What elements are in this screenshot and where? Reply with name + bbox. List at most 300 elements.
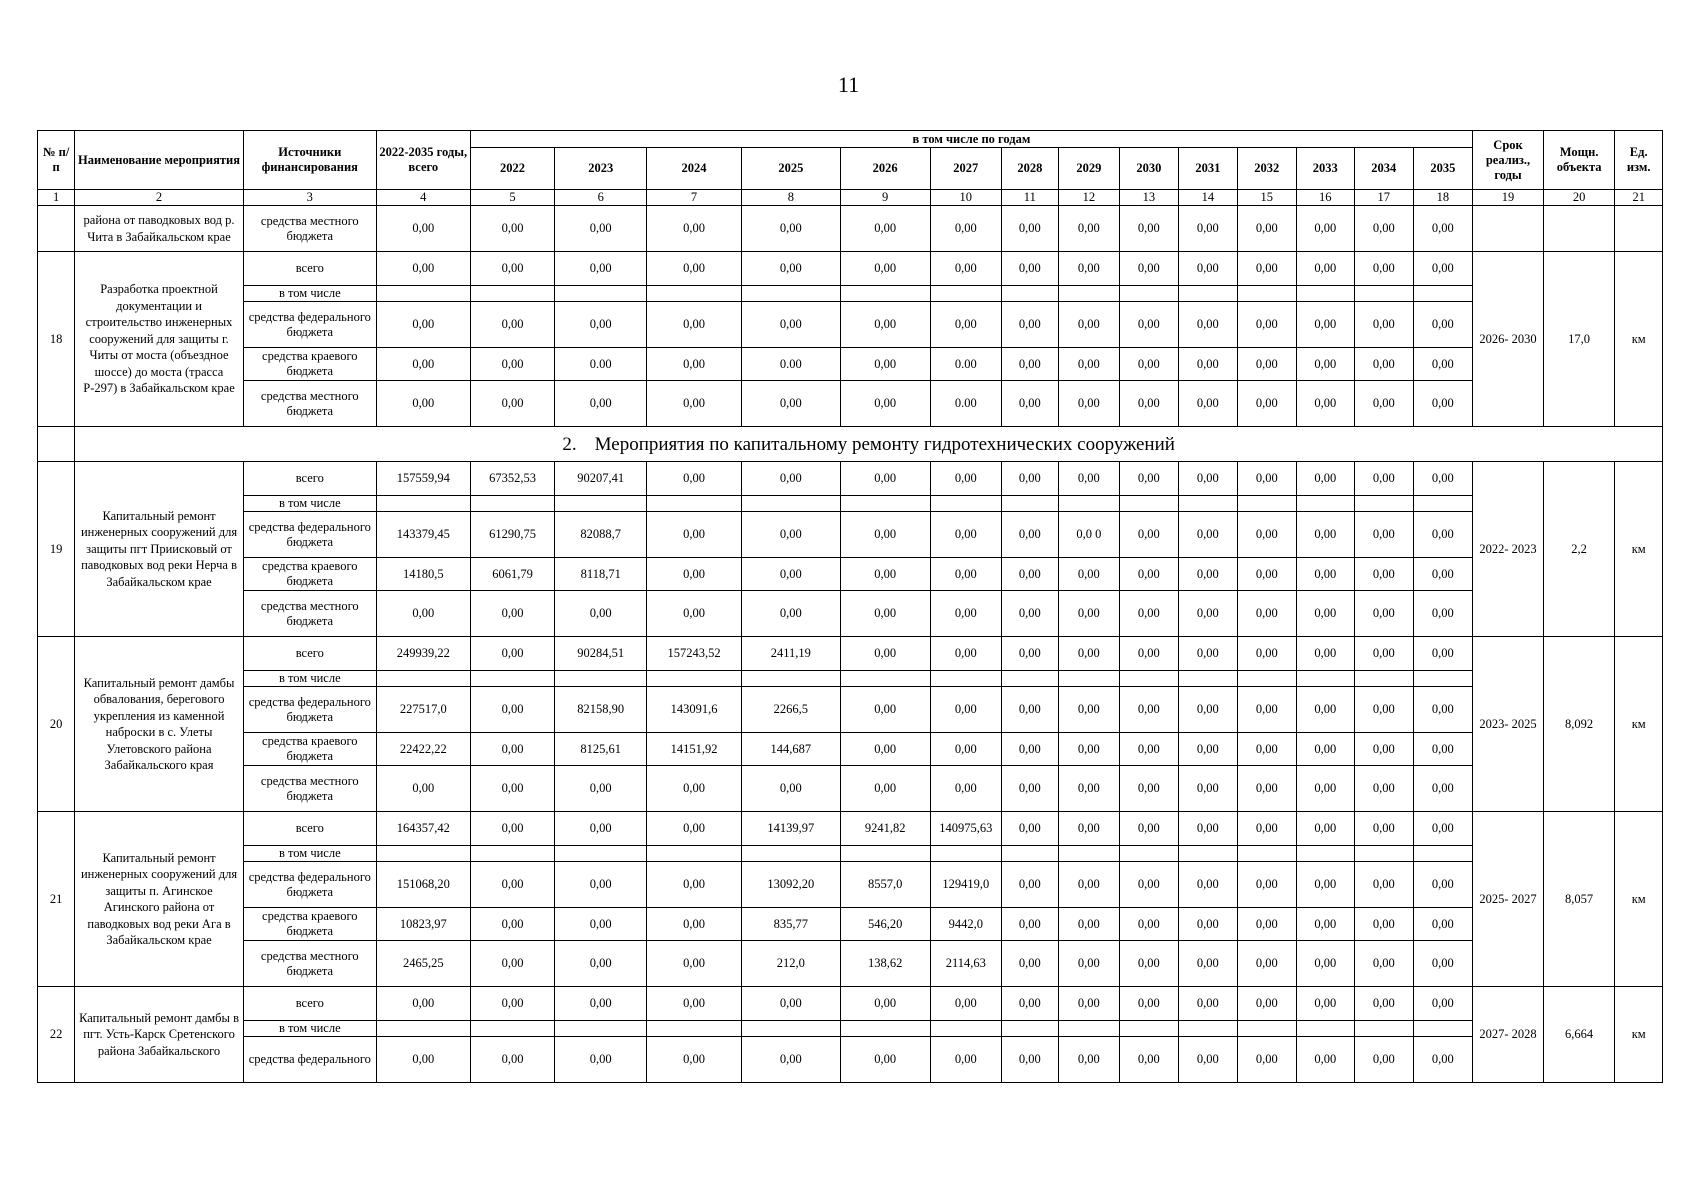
amount-cell: 0,00 xyxy=(1178,987,1238,1021)
amount-cell: 0,00 xyxy=(1002,462,1058,496)
amount-cell: 90207,41 xyxy=(555,462,647,496)
item-name: Капитальный ремонт дамбы в пгт. Усть-Карск Сретенского района Забайкальского xyxy=(75,987,243,1083)
amount-cell: 0,00 xyxy=(1355,302,1413,348)
amount-cell xyxy=(741,286,840,302)
amount-cell: 0,00 xyxy=(1178,687,1238,733)
header-year: 2027 xyxy=(930,148,1002,190)
amount-cell: 0,00 xyxy=(1355,558,1413,591)
item-name: Капитальный ремонт инженерных сооружений для защиты пгт Приисковый от паводковых вод реки Нерча в Забайкальском крае xyxy=(75,462,243,637)
table-row xyxy=(38,766,1663,812)
amount-cell: 0,00 xyxy=(470,733,555,766)
amount-cell: 0,00 xyxy=(1355,862,1413,908)
amount-cell: 0,00 xyxy=(470,941,555,987)
capacity-cell: 17,0 xyxy=(1543,252,1615,427)
amount-cell: 0,00 xyxy=(741,591,840,637)
header-term: Срок реализ., годы xyxy=(1473,131,1544,190)
amount-cell: 0,00 xyxy=(741,302,840,348)
amount-cell: 0,00 xyxy=(647,812,742,846)
column-number: 19 xyxy=(1473,190,1544,206)
funding-source: средства краевого бюджета xyxy=(243,733,376,766)
amount-cell xyxy=(840,1021,930,1037)
amount-cell: 14151,92 xyxy=(647,733,742,766)
header-unit: Ед. изм. xyxy=(1615,131,1663,190)
amount-cell xyxy=(1238,286,1296,302)
amount-cell: 0,00 xyxy=(1178,381,1238,427)
amount-cell: 0,00 xyxy=(1296,812,1354,846)
amount-cell: 0,00 xyxy=(647,302,742,348)
header-num: № п/ п xyxy=(38,131,75,190)
amount-cell: 0,00 xyxy=(1120,766,1178,812)
amount-cell: 0,00 xyxy=(1002,206,1058,252)
amount-cell: 0,00 xyxy=(647,462,742,496)
amount-cell: 0,00 xyxy=(555,591,647,637)
table-row xyxy=(38,846,1663,862)
amount-cell: 0,00 xyxy=(741,558,840,591)
amount-cell: 212,0 xyxy=(741,941,840,987)
column-number: 2 xyxy=(75,190,243,206)
term-cell: 2026- 2030 xyxy=(1473,252,1544,427)
amount-cell: 0,00 xyxy=(1238,348,1296,381)
amount-cell: 0,00 xyxy=(1413,733,1473,766)
amount-cell: 0,00 xyxy=(1355,637,1413,671)
amount-cell: 0,00 xyxy=(647,862,742,908)
amount-cell: 0,00 xyxy=(1355,766,1413,812)
amount-cell: 9241,82 xyxy=(840,812,930,846)
amount-cell: 0,00 xyxy=(1296,687,1354,733)
amount-cell: 0,00 xyxy=(1355,908,1413,941)
amount-cell: 6061,79 xyxy=(470,558,555,591)
amount-cell: 0,00 xyxy=(555,812,647,846)
amount-cell: 82088,7 xyxy=(555,512,647,558)
amount-cell: 0,00 xyxy=(1120,987,1178,1021)
amount-cell: 138,62 xyxy=(840,941,930,987)
amount-cell: 8125,61 xyxy=(555,733,647,766)
item-num xyxy=(38,206,75,252)
term-cell: 2022- 2023 xyxy=(1473,462,1544,637)
table-row xyxy=(38,252,1663,286)
amount-cell: 8118,71 xyxy=(555,558,647,591)
amount-cell: 0,00 xyxy=(930,512,1002,558)
amount-cell: 0.00 xyxy=(930,381,1002,427)
amount-cell: 0,00 xyxy=(1178,348,1238,381)
table-row xyxy=(38,1037,1663,1083)
amount-cell: 0,00 xyxy=(1296,987,1354,1021)
item-name: Разработка проектной документации и строительство инженерных сооружений для защиты г. Читы от моста (объездное шоссе) до моста (трасса Р-297) в Забайкальском крае xyxy=(75,252,243,427)
amount-cell: 0,00 xyxy=(470,591,555,637)
amount-cell: 0,00 xyxy=(1296,766,1354,812)
amount-cell: 0,00 xyxy=(1238,812,1296,846)
amount-cell: 164357,42 xyxy=(376,812,470,846)
amount-cell: 0,00 xyxy=(1178,1037,1238,1083)
item-num: 20 xyxy=(38,637,75,812)
amount-cell: 0,00 xyxy=(1058,206,1120,252)
header-year: 2024 xyxy=(647,148,742,190)
table-row xyxy=(38,862,1663,908)
amount-cell xyxy=(1178,496,1238,512)
amount-cell xyxy=(1178,671,1238,687)
amount-cell: 0,00 xyxy=(647,1037,742,1083)
amount-cell: 0,00 xyxy=(930,1037,1002,1083)
amount-cell xyxy=(1296,496,1354,512)
amount-cell xyxy=(555,1021,647,1037)
amount-cell xyxy=(1296,846,1354,862)
table-row xyxy=(38,462,1663,496)
amount-cell: 0,00 xyxy=(647,941,742,987)
amount-cell xyxy=(647,286,742,302)
amount-cell: 2266,5 xyxy=(741,687,840,733)
amount-cell: 0,00 xyxy=(1413,348,1473,381)
funding-source: в том числе xyxy=(243,846,376,862)
amount-cell: 22422,22 xyxy=(376,733,470,766)
header-by-years: в том числе по годам xyxy=(470,131,1473,148)
amount-cell: 0,00 xyxy=(1178,766,1238,812)
amount-cell xyxy=(840,671,930,687)
amount-cell: 0,00 xyxy=(1238,908,1296,941)
amount-cell: 157243,52 xyxy=(647,637,742,671)
funding-source: средства федерального бюджета xyxy=(243,512,376,558)
amount-cell: 0,00 xyxy=(1058,348,1120,381)
table-row xyxy=(38,512,1663,558)
amount-cell xyxy=(647,846,742,862)
amount-cell: 0,00 xyxy=(1178,733,1238,766)
amount-cell: 0,00 xyxy=(470,381,555,427)
amount-cell: 0,00 xyxy=(555,1037,647,1083)
amount-cell: 0,00 xyxy=(1238,766,1296,812)
amount-cell: 0,00 xyxy=(647,348,742,381)
amount-cell xyxy=(1058,286,1120,302)
amount-cell xyxy=(1238,671,1296,687)
amount-cell: 0,00 xyxy=(1355,733,1413,766)
amount-cell: 0,00 xyxy=(1296,941,1354,987)
amount-cell: 0,00 xyxy=(1238,512,1296,558)
amount-cell xyxy=(1413,496,1473,512)
amount-cell: 0,00 xyxy=(555,302,647,348)
amount-cell: 0,00 xyxy=(1296,558,1354,591)
funding-source: средства федерального бюджета xyxy=(243,687,376,733)
amount-cell: 0,00 xyxy=(470,862,555,908)
amount-cell: 0,00 xyxy=(376,348,470,381)
amount-cell xyxy=(376,496,470,512)
header-year: 2029 xyxy=(1058,148,1120,190)
unit-cell xyxy=(1615,206,1663,252)
amount-cell: 0,00 xyxy=(470,908,555,941)
funding-source: средства федерального бюджета xyxy=(243,862,376,908)
amount-cell: 0,00 xyxy=(470,812,555,846)
amount-cell xyxy=(647,1021,742,1037)
amount-cell: 0,00 xyxy=(1355,462,1413,496)
amount-cell xyxy=(930,286,1002,302)
column-number: 14 xyxy=(1178,190,1238,206)
amount-cell xyxy=(1002,496,1058,512)
amount-cell: 0,00 xyxy=(1120,381,1178,427)
section-number: 2. xyxy=(562,433,577,455)
amount-cell: 0,00 xyxy=(470,687,555,733)
item-num: 21 xyxy=(38,812,75,987)
amount-cell: 13092,20 xyxy=(741,862,840,908)
funding-table xyxy=(37,130,1663,1083)
section-title-text: Мероприятия по капитальному ремонту гидротехнических сооружений xyxy=(594,433,1175,455)
amount-cell: 0,00 xyxy=(1296,908,1354,941)
amount-cell xyxy=(376,286,470,302)
amount-cell: 0,00 xyxy=(1238,252,1296,286)
amount-cell xyxy=(741,1021,840,1037)
amount-cell: 0,00 xyxy=(1238,1037,1296,1083)
header-year: 2035 xyxy=(1413,148,1473,190)
amount-cell: 0,00 xyxy=(1120,591,1178,637)
amount-cell xyxy=(470,286,555,302)
amount-cell: 151068,20 xyxy=(376,862,470,908)
amount-cell: 140975,63 xyxy=(930,812,1002,846)
amount-cell: 0,00 xyxy=(1413,302,1473,348)
amount-cell: 0,00 xyxy=(1413,591,1473,637)
funding-source: в том числе xyxy=(243,1021,376,1037)
item-name: района от паводковых вод р. Чита в Забайкальском крае xyxy=(75,206,243,252)
amount-cell: 0,00 xyxy=(1355,206,1413,252)
column-number: 4 xyxy=(376,190,470,206)
amount-cell xyxy=(376,671,470,687)
amount-cell xyxy=(1002,671,1058,687)
amount-cell: 0,00 xyxy=(1058,766,1120,812)
amount-cell: 0,00 xyxy=(1178,512,1238,558)
amount-cell: 0,00 xyxy=(1178,591,1238,637)
amount-cell: 2114,63 xyxy=(930,941,1002,987)
amount-cell: 0,00 xyxy=(1355,381,1413,427)
amount-cell: 0,00 xyxy=(1413,987,1473,1021)
amount-cell: 0,00 xyxy=(1002,687,1058,733)
amount-cell: 0,00 xyxy=(1002,512,1058,558)
amount-cell: 0.00 xyxy=(555,348,647,381)
amount-cell: 0.00 xyxy=(741,348,840,381)
amount-cell: 0,00 xyxy=(1002,812,1058,846)
column-number: 6 xyxy=(555,190,647,206)
amount-cell: 9442,0 xyxy=(930,908,1002,941)
amount-cell: 82158,90 xyxy=(555,687,647,733)
amount-cell: 0,00 xyxy=(930,591,1002,637)
term-cell: 2027- 2028 xyxy=(1473,987,1544,1083)
amount-cell xyxy=(470,496,555,512)
amount-cell: 0,00 xyxy=(840,1037,930,1083)
funding-source: средства местного бюджета xyxy=(243,591,376,637)
amount-cell: 0,00 xyxy=(376,252,470,286)
amount-cell: 0,00 xyxy=(1058,558,1120,591)
amount-cell xyxy=(840,286,930,302)
amount-cell: 0,00 xyxy=(1178,558,1238,591)
amount-cell xyxy=(1178,1021,1238,1037)
funding-source: средства федерального бюджета xyxy=(243,302,376,348)
amount-cell: 0,00 xyxy=(555,862,647,908)
amount-cell: 0,00 xyxy=(1120,908,1178,941)
amount-cell xyxy=(1296,286,1354,302)
amount-cell: 0,00 xyxy=(647,206,742,252)
amount-cell: 0,00 xyxy=(647,512,742,558)
amount-cell xyxy=(930,1021,1002,1037)
amount-cell xyxy=(1238,846,1296,862)
funding-source: средства краевого бюджета xyxy=(243,348,376,381)
funding-source: в том числе xyxy=(243,286,376,302)
funding-source: всего xyxy=(243,987,376,1021)
amount-cell: 0,00 xyxy=(1355,941,1413,987)
amount-cell: 0,00 xyxy=(1120,733,1178,766)
header-year: 2022 xyxy=(470,148,555,190)
amount-cell: 0,00 xyxy=(840,591,930,637)
amount-cell: 0,00 xyxy=(1002,637,1058,671)
amount-cell: 0,00 xyxy=(741,987,840,1021)
amount-cell: 0,00 xyxy=(1058,733,1120,766)
amount-cell: 0,00 xyxy=(1238,637,1296,671)
amount-cell: 0,00 xyxy=(647,766,742,812)
amount-cell: 0,00 xyxy=(1296,381,1354,427)
amount-cell xyxy=(470,671,555,687)
amount-cell: 0,00 xyxy=(1120,512,1178,558)
amount-cell xyxy=(1238,496,1296,512)
amount-cell: 0,00 xyxy=(470,637,555,671)
amount-cell: 0,00 xyxy=(647,987,742,1021)
amount-cell: 0,00 xyxy=(840,558,930,591)
column-number: 10 xyxy=(930,190,1002,206)
amount-cell xyxy=(1413,286,1473,302)
amount-cell: 0,00 xyxy=(1002,302,1058,348)
amount-cell: 0,00 xyxy=(1120,206,1178,252)
table-row xyxy=(38,687,1663,733)
amount-cell: 0,00 xyxy=(1058,637,1120,671)
amount-cell: 0,00 xyxy=(1120,637,1178,671)
header-year: 2026 xyxy=(840,148,930,190)
amount-cell: 0,00 xyxy=(376,206,470,252)
amount-cell: 0,00 xyxy=(1413,941,1473,987)
column-number: 11 xyxy=(1002,190,1058,206)
table-row xyxy=(38,908,1663,941)
amount-cell: 0,00 xyxy=(376,1037,470,1083)
amount-cell: 0,00 xyxy=(1296,302,1354,348)
amount-cell: 0,00 xyxy=(840,206,930,252)
capacity-cell: 8,092 xyxy=(1543,637,1615,812)
amount-cell: 67352,53 xyxy=(470,462,555,496)
amount-cell xyxy=(741,846,840,862)
amount-cell: 14180,5 xyxy=(376,558,470,591)
item-num: 19 xyxy=(38,462,75,637)
amount-cell xyxy=(930,846,1002,862)
term-cell: 2023- 2025 xyxy=(1473,637,1544,812)
amount-cell xyxy=(1058,1021,1120,1037)
table-row xyxy=(38,987,1663,1021)
amount-cell xyxy=(1120,496,1178,512)
header-year: 2028 xyxy=(1002,148,1058,190)
funding-source: средства местного бюджета xyxy=(243,381,376,427)
amount-cell: 0,00 xyxy=(1120,252,1178,286)
amount-cell: 0,00 xyxy=(840,687,930,733)
funding-source: средства краевого бюджета xyxy=(243,558,376,591)
amount-cell: 0,00 xyxy=(1296,462,1354,496)
amount-cell: 546,20 xyxy=(840,908,930,941)
amount-cell: 0,00 xyxy=(555,206,647,252)
amount-cell: 0,00 xyxy=(1178,206,1238,252)
amount-cell: 0,00 xyxy=(1002,733,1058,766)
item-num: 18 xyxy=(38,252,75,427)
amount-cell: 0,00 xyxy=(1413,687,1473,733)
table-row xyxy=(38,637,1663,671)
amount-cell: 2411,19 xyxy=(741,637,840,671)
column-number: 3 xyxy=(243,190,376,206)
amount-cell: 0,00 xyxy=(1238,862,1296,908)
amount-cell: 0,00 xyxy=(930,302,1002,348)
amount-cell: 0,00 xyxy=(1178,812,1238,846)
amount-cell: 0,00 xyxy=(1296,862,1354,908)
amount-cell: 0,00 xyxy=(741,512,840,558)
item-name: Капитальный ремонт дамбы обвалования, берегового укрепления из каменной наброски в с. Улеты Улетовского района Забайкальского края xyxy=(75,637,243,812)
unit-cell: км xyxy=(1615,637,1663,812)
header-total: 2022-2035 годы, всего xyxy=(376,131,470,190)
amount-cell: 0,00 xyxy=(1002,591,1058,637)
amount-cell: 0,00 xyxy=(1002,252,1058,286)
amount-cell: 0,00 xyxy=(555,381,647,427)
amount-cell: 0,00 xyxy=(1413,862,1473,908)
amount-cell xyxy=(840,846,930,862)
amount-cell xyxy=(1178,286,1238,302)
amount-cell: 0,00 xyxy=(1120,558,1178,591)
column-number: 12 xyxy=(1058,190,1120,206)
amount-cell: 0,00 xyxy=(376,987,470,1021)
amount-cell: 0,00 xyxy=(376,381,470,427)
capacity-cell: 2,2 xyxy=(1543,462,1615,637)
amount-cell: 0,00 xyxy=(1238,687,1296,733)
amount-cell: 0,00 xyxy=(1355,348,1413,381)
column-number: 9 xyxy=(840,190,930,206)
amount-cell: 0,00 xyxy=(1058,987,1120,1021)
column-number: 1 xyxy=(38,190,75,206)
amount-cell: 0,00 xyxy=(555,766,647,812)
amount-cell: 0,00 xyxy=(647,381,742,427)
header-year: 2023 xyxy=(555,148,647,190)
amount-cell: 0,00 xyxy=(930,252,1002,286)
amount-cell: 0,00 xyxy=(840,381,930,427)
amount-cell: 0,00 xyxy=(1238,381,1296,427)
column-number: 7 xyxy=(647,190,742,206)
amount-cell xyxy=(470,1021,555,1037)
amount-cell: 0,00 xyxy=(1002,941,1058,987)
funding-source: в том числе xyxy=(243,496,376,512)
amount-cell: 0,00 xyxy=(930,987,1002,1021)
amount-cell xyxy=(1002,846,1058,862)
funding-source: средства местного бюджета xyxy=(243,941,376,987)
amount-cell: 0,00 xyxy=(470,348,555,381)
amount-cell xyxy=(647,496,742,512)
amount-cell: 0,00 xyxy=(1120,462,1178,496)
amount-cell xyxy=(647,671,742,687)
amount-cell: 0,00 xyxy=(1355,987,1413,1021)
amount-cell xyxy=(1178,846,1238,862)
unit-cell: км xyxy=(1615,252,1663,427)
amount-cell: 0,00 xyxy=(1413,766,1473,812)
header-year: 2034 xyxy=(1355,148,1413,190)
amount-cell xyxy=(1238,1021,1296,1037)
amount-cell: 0,00 xyxy=(1058,862,1120,908)
amount-cell: 0,00 xyxy=(1058,908,1120,941)
amount-cell: 0,00 xyxy=(1178,252,1238,286)
amount-cell: 0,00 xyxy=(930,206,1002,252)
amount-cell xyxy=(1058,846,1120,862)
amount-cell xyxy=(1355,1021,1413,1037)
amount-cell: 0,00 xyxy=(1296,591,1354,637)
table-row xyxy=(38,206,1663,252)
amount-cell: 0,00 xyxy=(1058,812,1120,846)
amount-cell: 0,00 xyxy=(1296,348,1354,381)
amount-cell: 0,00 xyxy=(1238,302,1296,348)
amount-cell: 0,00 xyxy=(1120,812,1178,846)
table-row xyxy=(38,381,1663,427)
amount-cell: 0,00 xyxy=(840,512,930,558)
header-name: Наименование мероприятия xyxy=(75,131,243,190)
amount-cell: 0,00 xyxy=(376,302,470,348)
